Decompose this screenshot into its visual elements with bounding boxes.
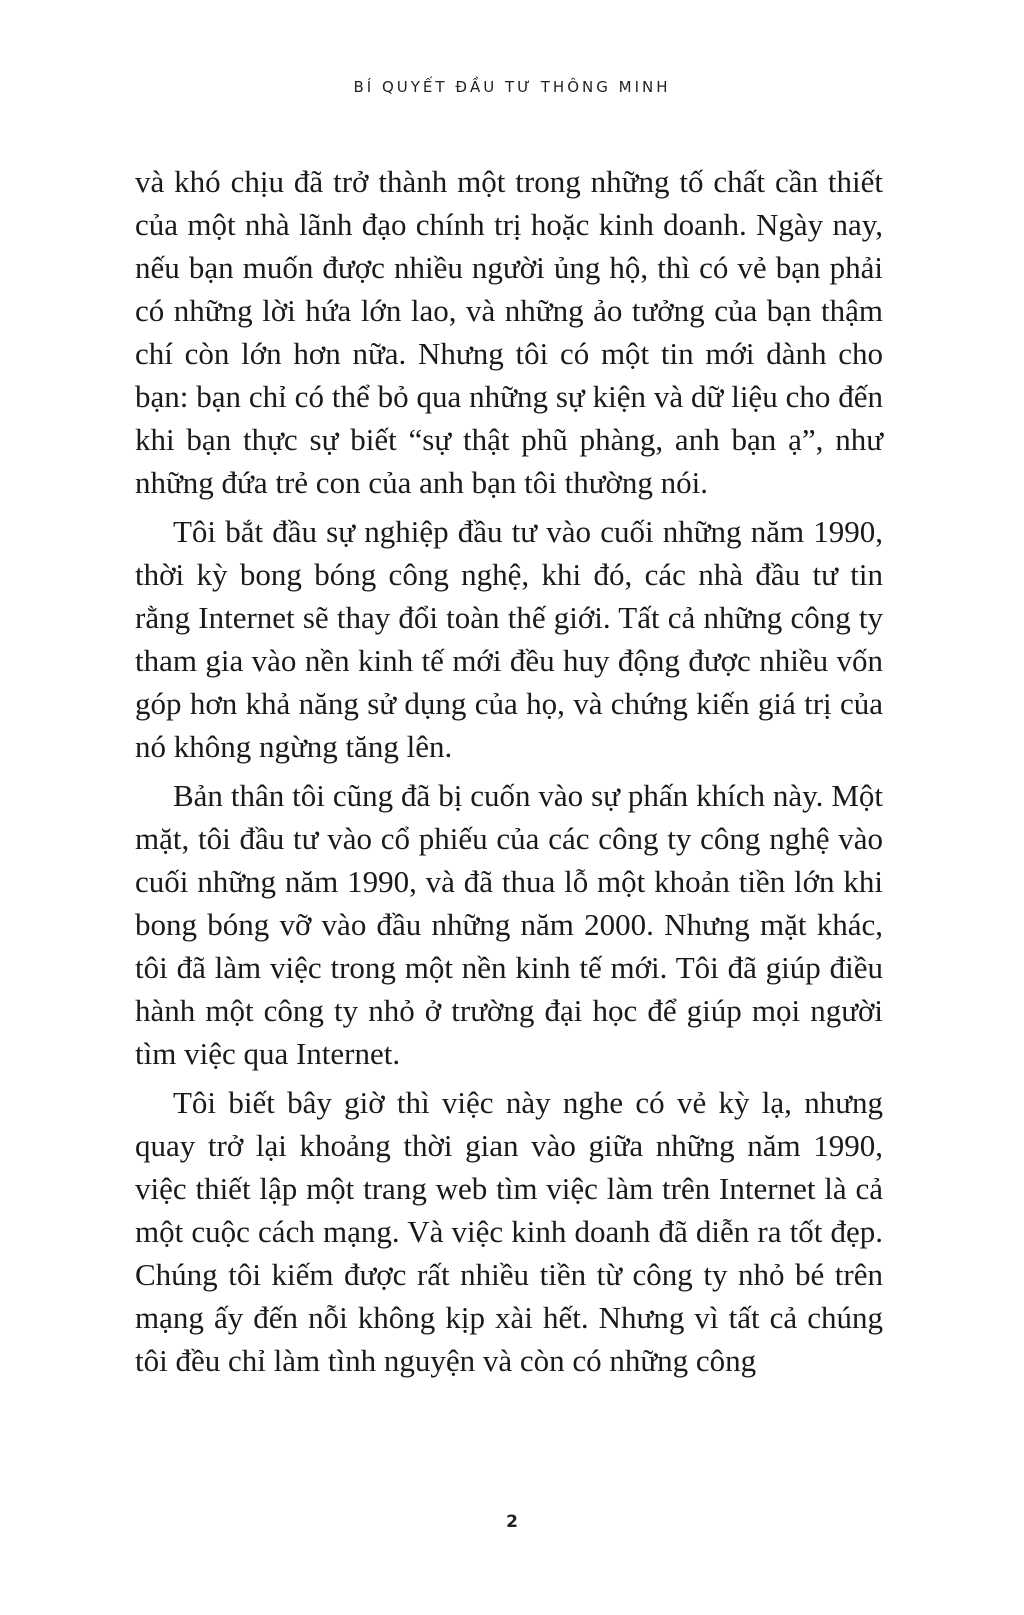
body-text <box>135 160 883 1388</box>
paragraph: Tôi bắt đầu sự nghiệp đầu tư vào cuối những năm 1990, thời kỳ bong bóng công nghệ, khi đó, các nhà đầu tư tin rằng Internet sẽ thay đổi toàn thế giới. Tất cả những công ty tham gia vào nền kinh tế mới đều huy động được nhiều vốn góp hơn khả năng sử dụng của họ, và chứng kiến giá trị của nó không ngừng tăng lên. <box>135 514 883 764</box>
paragraph: Bản thân tôi cũng đã bị cuốn vào sự phấn khích này. Một mặt, tôi đầu tư vào cổ phiếu của các công ty công nghệ vào cuối những năm 1990, và đã thua lỗ một khoản tiền lớn khi bong bóng vỡ vào đầu những năm 2000. Nhưng mặt khác, tôi đã làm việc trong một nền kinh tế mới. Tôi đã giúp điều hành một công ty nhỏ ở trường đại học để giúp mọi người tìm việc qua Internet. <box>135 778 883 1071</box>
running-header: BÍ QUYẾT ĐẦU TƯ THÔNG MINH <box>353 78 671 96</box>
paragraph: Tôi biết bây giờ thì việc này nghe có vẻ kỳ lạ, nhưng quay trở lại khoảng thời gian vào giữa những năm 1990, việc thiết lập một trang web tìm việc làm trên Internet là cả một cuộc cách mạng. Và việc kinh doanh đã diễn ra tốt đẹp. Chúng tôi kiếm được rất nhiều tiền từ công ty nhỏ bé trên mạng ấy đến nỗi không kịp xài hết. Nhưng vì tất cả chúng tôi đều chỉ làm tình nguyện và còn có những công <box>135 1085 883 1378</box>
paragraph-continued: và khó chịu đã trở thành một trong những tố chất cần thiết của một nhà lãnh đạo chính trị hoặc kinh doanh. Ngày nay, nếu bạn muốn được nhiều người ủng hộ, thì có vẻ bạn phải có những lời hứa lớn lao, và những ảo tưởng của bạn thậm chí còn lớn hơn nữa. Nhưng tôi có một tin mới dành cho bạn: bạn chỉ có thể bỏ qua những sự kiện và dữ liệu cho đến khi bạn thực sự biết “sự thật phũ phàng, anh bạn ạ”, như những đứa trẻ con của anh bạn tôi thường nói. <box>135 164 883 500</box>
page-number: 2 <box>506 1512 518 1532</box>
